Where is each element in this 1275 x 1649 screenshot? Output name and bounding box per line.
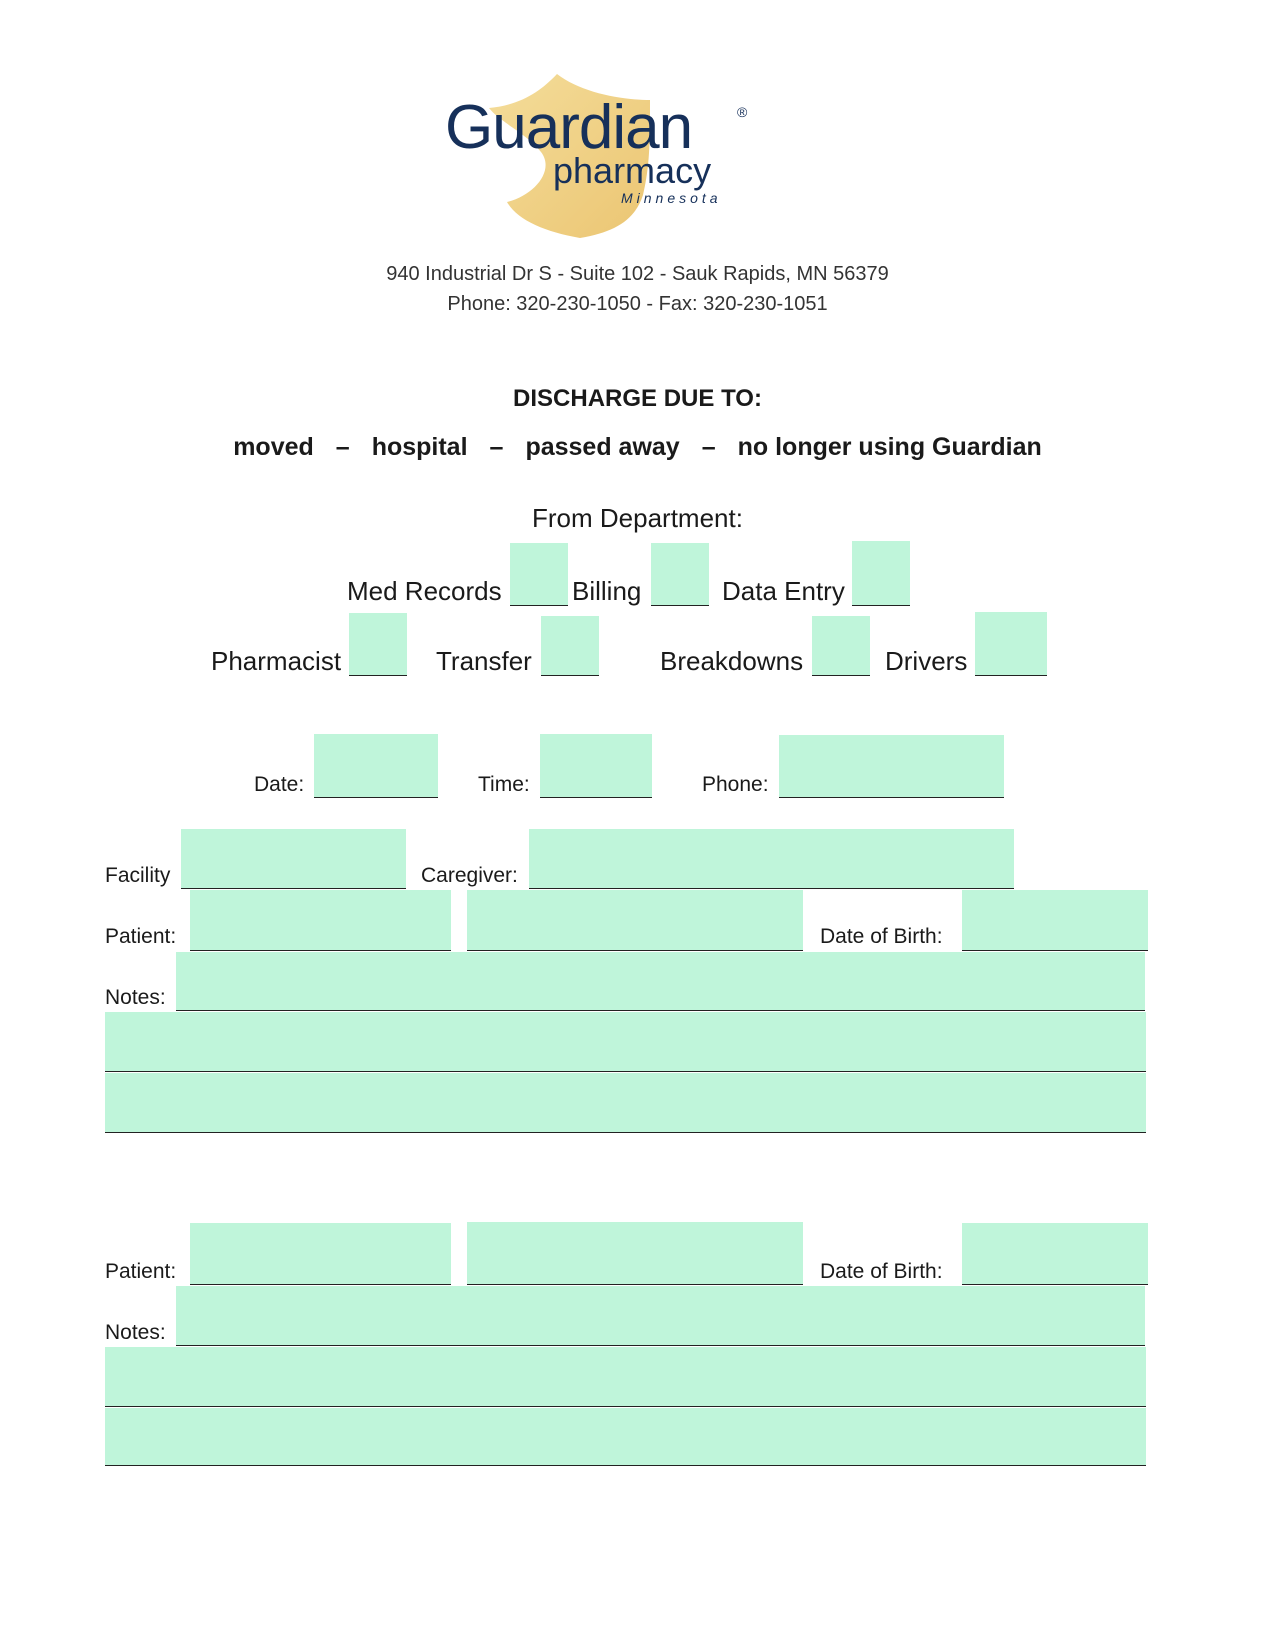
notes-2-line-1[interactable]: [176, 1286, 1145, 1346]
patient-2-last-name-input[interactable]: [467, 1222, 803, 1285]
patient-first-name-input[interactable]: [190, 890, 451, 951]
discharge-title: DISCHARGE DUE TO:: [513, 385, 762, 412]
dept-transfer-label: Transfer: [436, 646, 532, 676]
dept-breakdowns-label: Breakdowns: [660, 646, 804, 676]
caregiver-input[interactable]: [529, 829, 1014, 889]
dob-label: Date of Birth:: [820, 1260, 943, 1283]
notes-label: Notes:: [105, 1321, 166, 1344]
time-input[interactable]: [540, 734, 652, 798]
notes-line-1[interactable]: [176, 952, 1145, 1011]
department-title: From Department:: [532, 503, 743, 533]
caregiver-label: Caregiver:: [421, 864, 518, 887]
dob-input[interactable]: [962, 890, 1148, 951]
patient-last-name-input[interactable]: [467, 890, 803, 951]
dept-data-entry-box[interactable]: [852, 541, 910, 606]
brand-main: Guardian: [445, 93, 693, 162]
notes-2-line-2[interactable]: [105, 1347, 1146, 1407]
patient-label: Patient:: [105, 1260, 177, 1283]
phone-label: Phone:: [702, 773, 769, 796]
dept-med-records-box[interactable]: [510, 543, 568, 606]
discharge-reasons: [0, 433, 1275, 462]
reason-hospital: hospital: [371, 433, 468, 461]
logo: [445, 70, 765, 240]
dept-pharmacist-label: Pharmacist: [211, 646, 342, 676]
dob-label: Date of Birth:: [820, 925, 943, 948]
date-input[interactable]: [314, 734, 438, 798]
dept-pharmacist-box[interactable]: [349, 613, 407, 676]
phone-input[interactable]: [779, 735, 1004, 798]
dept-breakdowns-box[interactable]: [812, 616, 870, 676]
reason-no-longer-using: no longer using Guardian: [737, 433, 1042, 461]
date-label: Date:: [254, 773, 305, 796]
notes-line-2[interactable]: [105, 1012, 1146, 1072]
dept-billing-box[interactable]: [651, 543, 709, 606]
dept-billing-label: Billing: [572, 576, 642, 606]
brand-sub: pharmacy: [553, 150, 712, 191]
separator: –: [335, 433, 350, 461]
time-label: Time:: [478, 773, 530, 796]
facility-input[interactable]: [181, 829, 406, 889]
dept-data-entry-label: Data Entry: [722, 576, 845, 606]
notes-2-line-3[interactable]: [105, 1408, 1146, 1466]
brand-region: Minnesota: [621, 190, 722, 206]
contact-line: Phone: 320-230-1050 - Fax: 320-230-1051: [447, 293, 828, 315]
dept-drivers-box[interactable]: [975, 612, 1047, 676]
dob-2-input[interactable]: [962, 1223, 1148, 1285]
dept-transfer-box[interactable]: [541, 616, 599, 676]
notes-line-3[interactable]: [105, 1073, 1146, 1133]
facility-label: Facility: [105, 864, 171, 887]
patient-2-first-name-input[interactable]: [190, 1223, 451, 1285]
separator: –: [701, 433, 716, 461]
dept-drivers-label: Drivers: [885, 646, 968, 676]
patient-label: Patient:: [105, 925, 177, 948]
separator: –: [489, 433, 504, 461]
reason-passed-away: passed away: [525, 433, 680, 461]
reason-moved: moved: [233, 433, 314, 461]
dept-med-records-label: Med Records: [347, 576, 502, 606]
registered-mark: ®: [737, 104, 748, 120]
notes-label: Notes:: [105, 986, 166, 1009]
address-line: 940 Industrial Dr S - Suite 102 - Sauk Rapids, MN 56379: [386, 263, 889, 285]
